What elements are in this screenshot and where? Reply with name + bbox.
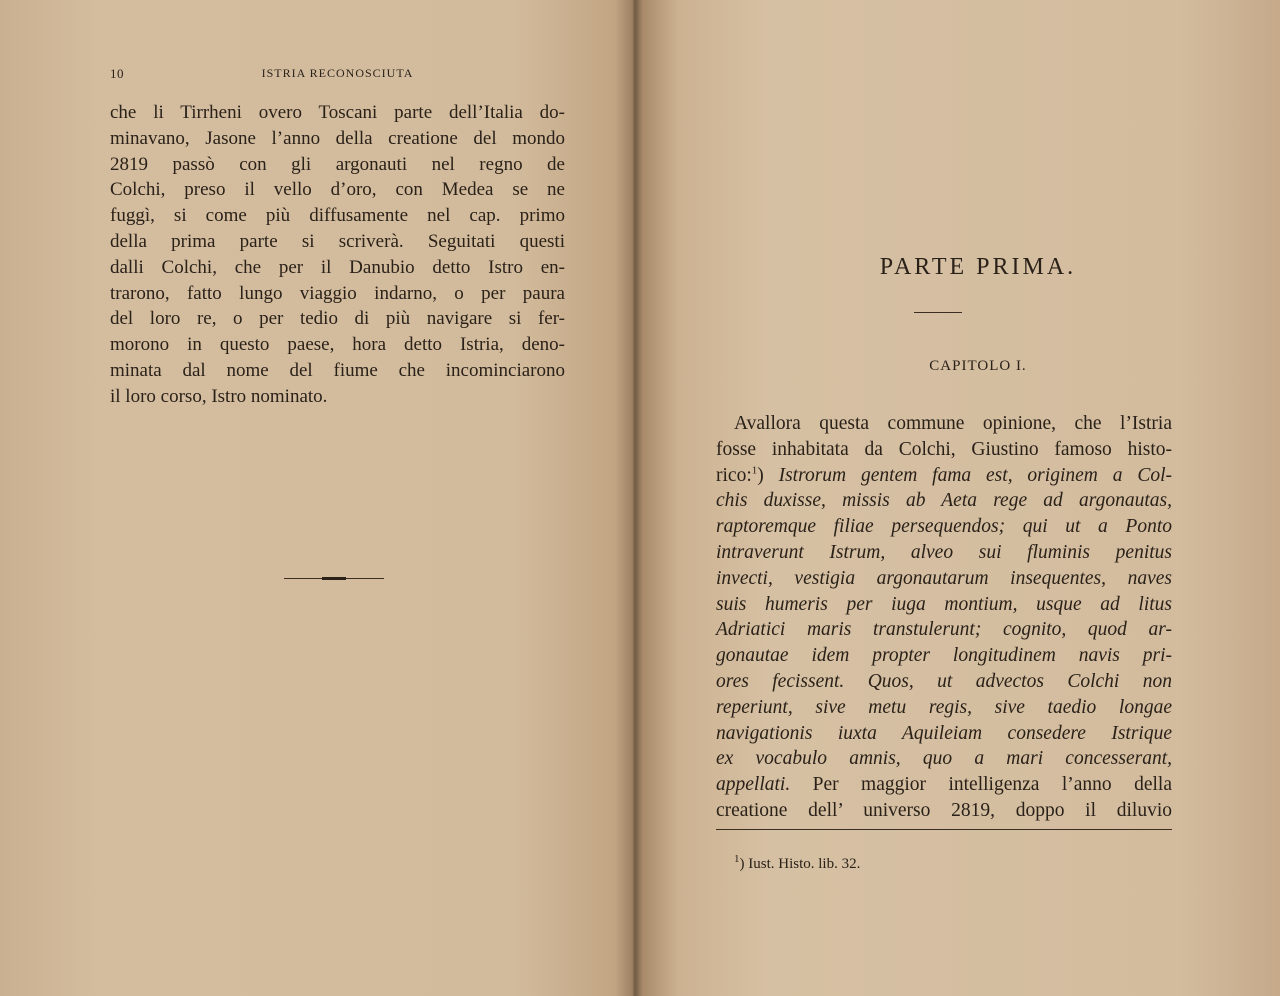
text-line: dalli Colchi, che per il Danubio detto Istro en-	[110, 256, 565, 278]
text-line: che li Tirrheni overo Toscani parte dell’Italia do-	[110, 102, 565, 123]
latin-quote-line: ex vocabulo amnis, quo a mari concesserant,	[716, 748, 1172, 770]
text-line: Avallora questa commune opinione, che l’Istria	[734, 413, 1172, 434]
latin-quote: Istrorum gentem fama est, originem a Col-	[778, 464, 1172, 486]
latin-quote-line: raptoremque filiae persequendos; qui ut a Ponto	[716, 516, 1172, 538]
footnote-marker: 1	[734, 853, 740, 865]
latin-quote-line: Adriatici maris transtulerunt; cognito, quod ar-	[716, 619, 1172, 641]
latin-quote-line: gonautae idem propter longitudinem navis pri-	[716, 645, 1172, 667]
text-line: Colchi, preso il vello d’oro, con Medea se ne	[110, 179, 565, 201]
text-line: minavano, Jasone l’anno della creatione del mondo	[110, 127, 565, 149]
latin-quote: appellati.	[716, 774, 791, 796]
text-line: fosse inhabitata da Colchi, Giustino famoso histo-	[716, 438, 1172, 460]
text-line: morono in questo paese, hora detto Istria, deno-	[110, 334, 565, 356]
text-line	[716, 463, 1172, 489]
text-line: trarono, fatto lungo viaggio indarno, o per paura	[110, 282, 565, 304]
footnote-text: ) Iust. Histo. lib. 32.	[739, 856, 861, 872]
text-line: della prima parte si scriverà. Seguitati questi	[110, 230, 565, 252]
text-line: il loro corso, Istro nominato.	[110, 385, 328, 407]
running-head	[110, 66, 565, 86]
text-line	[716, 772, 1172, 798]
latin-quote-line: ores fecissent. Quos, ut advectos Colchi non	[716, 670, 1172, 692]
latin-quote-line: invecti, vestigia argonautarum insequentes, naves	[716, 567, 1172, 589]
title-divider	[914, 312, 962, 313]
text-line: del loro re, o per tedio di più navigare si fer-	[110, 308, 565, 330]
left-page	[0, 0, 630, 996]
latin-quote-line: suis humeris per iuga montium, usque ad litus	[716, 593, 1172, 615]
text-line: fuggì, si come più diffusamente nel cap. primo	[110, 205, 565, 227]
text-line: creatione dell’ universo 2819, doppo il diluvio	[716, 799, 1172, 821]
chapter-title: CAPITOLO I.	[929, 358, 1027, 374]
footnote-marker: 1	[751, 464, 758, 477]
end-ornament-rule	[284, 578, 384, 579]
text-fragment: rico:	[716, 464, 752, 486]
chapter-paragraph	[716, 411, 1172, 824]
part-title: PARTE PRIMA.	[879, 254, 1077, 280]
latin-quote-line: intraverunt Istrum, alveo sui fluminis penitus	[716, 541, 1172, 563]
right-page	[638, 0, 1280, 996]
text-line: minata dal nome del fiume che incominciarono	[110, 359, 565, 381]
text-fragment: Per maggior intelligenza l’anno della	[790, 774, 1172, 796]
text-fragment: )	[757, 464, 779, 486]
text-line: 2819 passò con gli argonauti nel regno de	[110, 153, 565, 175]
latin-quote-line: chis duxisse, missis ab Aeta rege ad argonautas,	[716, 490, 1172, 512]
footnote-rule	[716, 829, 1172, 830]
footnote	[734, 853, 861, 873]
left-page-text	[110, 100, 565, 410]
page-number: 10	[110, 66, 124, 81]
latin-quote-line: reperiunt, sive metu regis, sive taedio longae	[716, 696, 1172, 718]
latin-quote-line: navigationis iuxta Aquileiam consedere Istrique	[716, 722, 1172, 744]
running-title: ISTRIA RECONOSCIUTA	[261, 66, 414, 80]
